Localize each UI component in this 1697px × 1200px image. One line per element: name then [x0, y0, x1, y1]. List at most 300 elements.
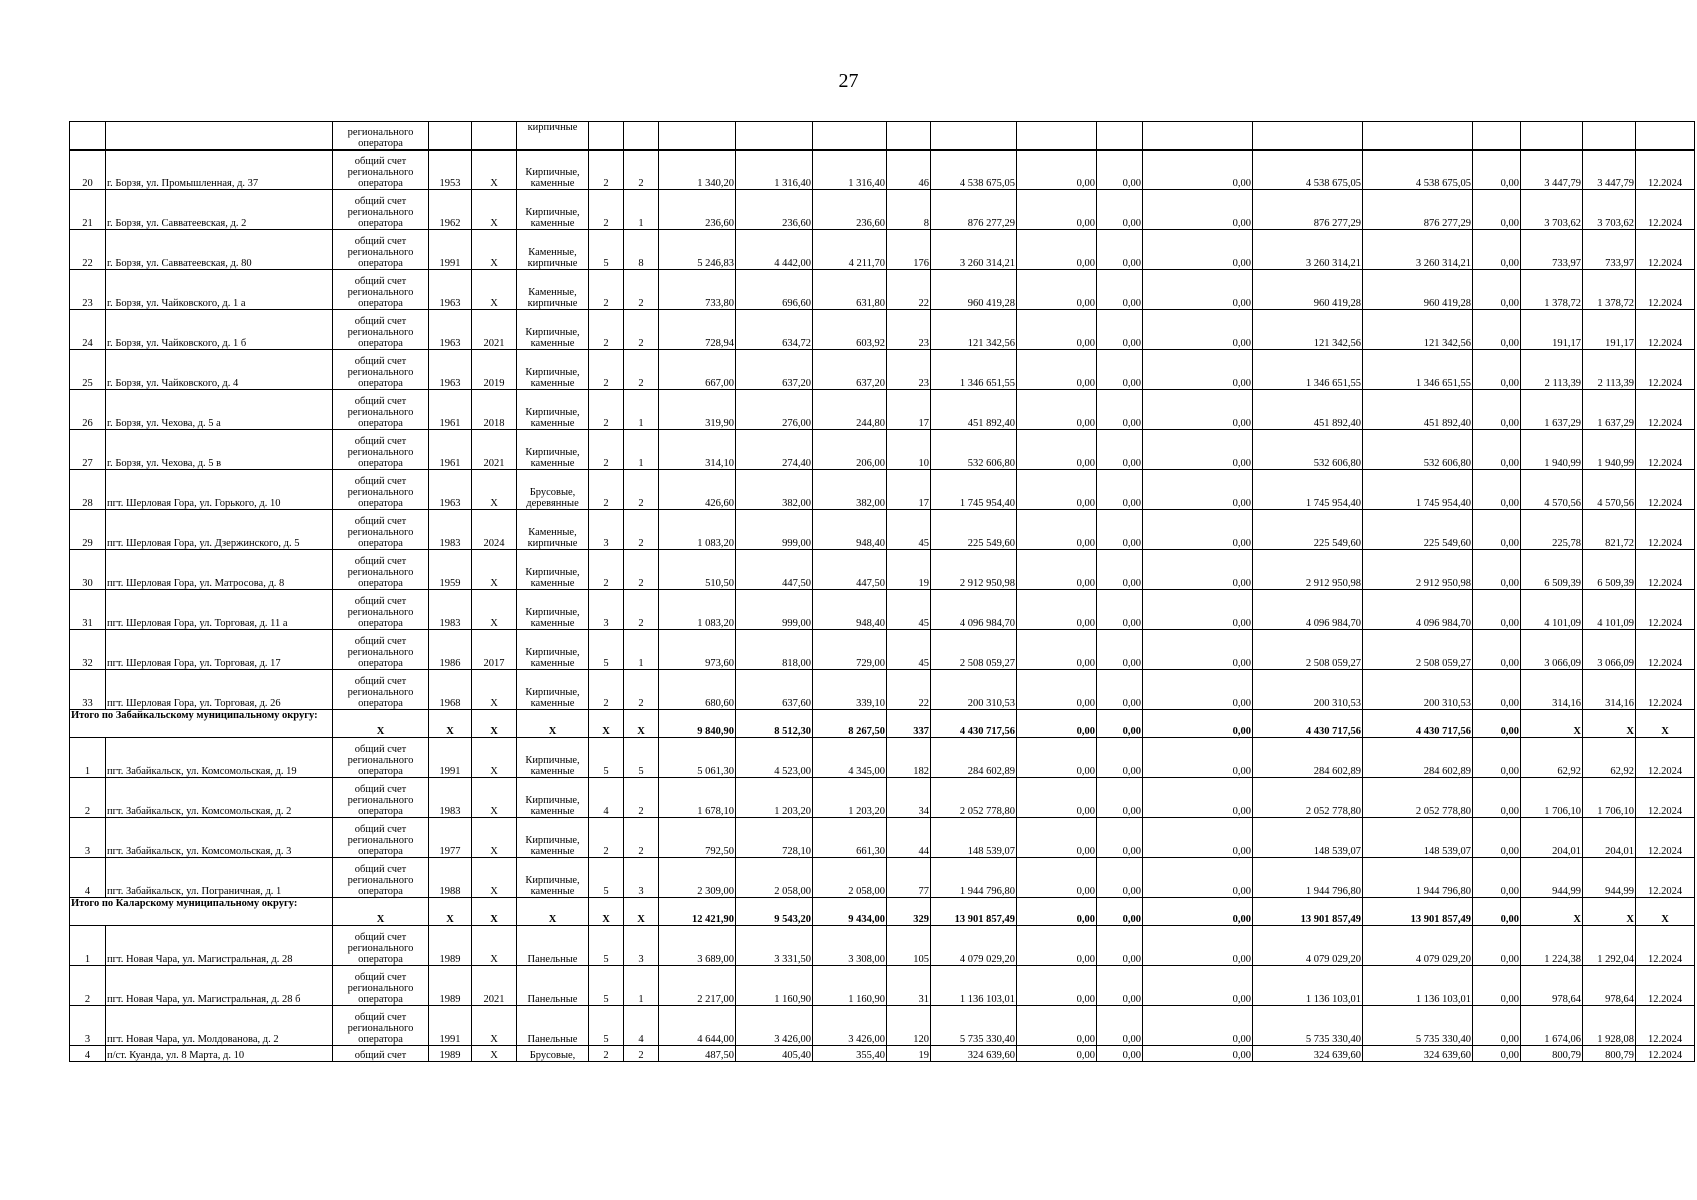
address-cell: п/ст. Куанда, ул. 8 Марта, д. 10 — [106, 1046, 333, 1062]
other-funds-cell: 0,00 — [1473, 390, 1521, 430]
year-cell: 1961 — [429, 390, 472, 430]
unit-cost-cell: 1 674,06 — [1521, 1006, 1583, 1046]
row-number-cell: 4 — [70, 1046, 106, 1062]
residential-area-cell: 3 308,00 — [813, 926, 887, 966]
owner-funds-cell: 4 538 675,05 — [1253, 150, 1363, 190]
wall-material-cell: Каменные, кирпичные — [517, 270, 589, 310]
overhaul-year-cell: 2019 — [472, 350, 517, 390]
total-area-cell: 9 840,90 — [659, 710, 736, 738]
table-row — [70, 1006, 1695, 1046]
owner-funds-cell: 225 549,60 — [1253, 510, 1363, 550]
fund-total-cell: 2 912 950,98 — [1363, 550, 1473, 590]
repair-cost-cell: 532 606,80 — [931, 430, 1017, 470]
entrances-cell: 2 — [624, 818, 659, 858]
year-cell: 1989 — [429, 926, 472, 966]
owner-funds-cell: 324 639,60 — [1253, 1046, 1363, 1062]
total-area-cell: 792,50 — [659, 818, 736, 858]
owner-funds-cell: 121 342,56 — [1253, 310, 1363, 350]
repair-cost-cell: 5 735 330,40 — [931, 1006, 1017, 1046]
repair-cost-cell: 960 419,28 — [931, 270, 1017, 310]
year-cell: 1989 — [429, 1046, 472, 1062]
unit-cost-cell: 3 447,79 — [1521, 150, 1583, 190]
account-cell: общий счет регионального оператора — [333, 190, 429, 230]
total-area-cell: 426,60 — [659, 470, 736, 510]
max-unit-cost-cell: 3 703,62 — [1583, 190, 1636, 230]
wall-material-cell: Кирпичные, каменные — [517, 738, 589, 778]
repair-cost-cell: 200 310,53 — [931, 670, 1017, 710]
account-cell: общий счет регионального оператора — [333, 926, 429, 966]
other-funds-cell: 0,00 — [1473, 270, 1521, 310]
row-number-cell: 30 — [70, 550, 106, 590]
overhaul-year-cell: X — [472, 1006, 517, 1046]
year-cell: 1988 — [429, 858, 472, 898]
other-funds-cell: 0,00 — [1473, 590, 1521, 630]
entrances-cell: 1 — [624, 190, 659, 230]
total-area-cell: 12 421,90 — [659, 898, 736, 926]
repair-cost-cell: 2 052 778,80 — [931, 778, 1017, 818]
federal-funds-cell: 0,00 — [1017, 966, 1097, 1006]
repair-cost-cell: 876 277,29 — [931, 190, 1017, 230]
municipal-funds-cell: 0,00 — [1143, 550, 1253, 590]
account-cell: общий счет регионального оператора — [333, 510, 429, 550]
max-unit-cost-cell: 314,16 — [1583, 670, 1636, 710]
address-cell: г. Борзя, ул. Чайковского, д. 4 — [106, 350, 333, 390]
row-number-cell: 4 — [70, 858, 106, 898]
repair-cost-cell: 148 539,07 — [931, 818, 1017, 858]
max-unit-cost-cell: 62,92 — [1583, 738, 1636, 778]
total-area-cell: 4 644,00 — [659, 1006, 736, 1046]
residential-area-cell: 339,10 — [813, 670, 887, 710]
federal-funds-cell: 0,00 — [1017, 898, 1097, 926]
residential-area-cell: 382,00 — [813, 470, 887, 510]
entrances-cell: 8 — [624, 230, 659, 270]
year-cell: 1962 — [429, 190, 472, 230]
fund-total-cell: 1 136 103,01 — [1363, 966, 1473, 1006]
premises-area-cell: 382,00 — [736, 470, 813, 510]
residential-area-cell: 1 160,90 — [813, 966, 887, 1006]
floors-cell: 2 — [589, 670, 624, 710]
account-cell: общий счет регионального оператора — [333, 778, 429, 818]
table-row — [70, 738, 1695, 778]
municipal-funds-cell: 0,00 — [1143, 150, 1253, 190]
other-funds-cell: 0,00 — [1473, 858, 1521, 898]
other-funds-cell: 0,00 — [1473, 430, 1521, 470]
fund-total-cell: 4 538 675,05 — [1363, 150, 1473, 190]
subtotal-label: Итого по Забайкальскому муниципальному округу: — [70, 710, 333, 738]
entrances-cell: X — [624, 898, 659, 926]
table-row — [70, 966, 1695, 1006]
repair-cost-cell: 451 892,40 — [931, 390, 1017, 430]
account-cell: общий счет регионального оператора — [333, 550, 429, 590]
repair-cost-cell: 1 346 651,55 — [931, 350, 1017, 390]
table-row-continued — [70, 122, 1695, 150]
floors-cell: 5 — [589, 926, 624, 966]
address-cell: г. Борзя, ул. Чайковского, д. 1 а — [106, 270, 333, 310]
owner-funds-cell: 4 430 717,56 — [1253, 710, 1363, 738]
completion-date-cell: 12.2024 — [1636, 470, 1695, 510]
entrances-cell: 2 — [624, 778, 659, 818]
municipal-funds-cell: 0,00 — [1143, 710, 1253, 738]
year-cell: 1991 — [429, 738, 472, 778]
max-unit-cost-cell: 2 113,39 — [1583, 350, 1636, 390]
wall-material-cell: X — [517, 898, 589, 926]
unit-cost-cell: 4 570,56 — [1521, 470, 1583, 510]
floors-cell: 2 — [589, 310, 624, 350]
completion-date-cell: 12.2024 — [1636, 310, 1695, 350]
address-cell: г. Борзя, ул. Чехова, д. 5 в — [106, 430, 333, 470]
account-cell: общий счет — [333, 1046, 429, 1062]
completion-date-cell: 12.2024 — [1636, 818, 1695, 858]
account-cell: общий счет регионального оператора — [333, 738, 429, 778]
year-cell: 1963 — [429, 310, 472, 350]
residents-cell: 31 — [887, 966, 931, 1006]
unit-cost-cell: 978,64 — [1521, 966, 1583, 1006]
overhaul-year-cell: X — [472, 590, 517, 630]
entrances-cell: 2 — [624, 350, 659, 390]
regional-funds-cell: 0,00 — [1097, 710, 1143, 738]
total-area-cell: 319,90 — [659, 390, 736, 430]
residents-cell: 182 — [887, 738, 931, 778]
entrances-cell: 2 — [624, 590, 659, 630]
regional-funds-cell: 0,00 — [1097, 738, 1143, 778]
municipal-funds-cell: 0,00 — [1143, 966, 1253, 1006]
regional-funds-cell: 0,00 — [1097, 510, 1143, 550]
premises-area-cell: 818,00 — [736, 630, 813, 670]
residents-cell: 45 — [887, 510, 931, 550]
federal-funds-cell: 0,00 — [1017, 310, 1097, 350]
table-row — [70, 550, 1695, 590]
address-cell: г. Борзя, ул. Чехова, д. 5 а — [106, 390, 333, 430]
year-cell: X — [429, 898, 472, 926]
overhaul-year-cell: 2021 — [472, 966, 517, 1006]
premises-area-cell: 405,40 — [736, 1046, 813, 1062]
year-cell: 1963 — [429, 350, 472, 390]
premises-area-cell: 637,20 — [736, 350, 813, 390]
repair-cost-cell: 13 901 857,49 — [931, 898, 1017, 926]
fund-total-cell: 324 639,60 — [1363, 1046, 1473, 1062]
floors-cell: 3 — [589, 590, 624, 630]
completion-date-cell: 12.2024 — [1636, 1006, 1695, 1046]
wall-material-cell: Кирпичные, каменные — [517, 350, 589, 390]
owner-funds-cell: 532 606,80 — [1253, 430, 1363, 470]
address-cell: пгт. Новая Чара, ул. Магистральная, д. 28 б — [106, 966, 333, 1006]
regional-funds-cell: 0,00 — [1097, 858, 1143, 898]
premises-area-cell: 4 523,00 — [736, 738, 813, 778]
unit-cost-cell: 1 224,38 — [1521, 926, 1583, 966]
max-unit-cost-cell: 944,99 — [1583, 858, 1636, 898]
municipal-funds-cell: 0,00 — [1143, 1046, 1253, 1062]
owner-funds-cell: 1 745 954,40 — [1253, 470, 1363, 510]
total-area-cell: 733,80 — [659, 270, 736, 310]
total-area-cell: 236,60 — [659, 190, 736, 230]
address-cell: пгт. Новая Чара, ул. Молдованова, д. 2 — [106, 1006, 333, 1046]
completion-date-cell: 12.2024 — [1636, 590, 1695, 630]
municipal-funds-cell: 0,00 — [1143, 310, 1253, 350]
address-cell: г. Борзя, ул. Промышленная, д. 37 — [106, 150, 333, 190]
overhaul-year-cell: X — [472, 150, 517, 190]
municipal-funds-cell: 0,00 — [1143, 190, 1253, 230]
residential-area-cell: 729,00 — [813, 630, 887, 670]
completion-date-cell: 12.2024 — [1636, 966, 1695, 1006]
row-number-cell: 21 — [70, 190, 106, 230]
residents-cell: 22 — [887, 670, 931, 710]
floors-cell: 2 — [589, 270, 624, 310]
municipal-funds-cell: 0,00 — [1143, 430, 1253, 470]
overhaul-year-cell: X — [472, 190, 517, 230]
unit-cost-cell: 944,99 — [1521, 858, 1583, 898]
row-number-cell: 27 — [70, 430, 106, 470]
residents-cell: 22 — [887, 270, 931, 310]
page-number: 27 — [838, 70, 859, 92]
federal-funds-cell: 0,00 — [1017, 150, 1097, 190]
premises-area-cell: 1 160,90 — [736, 966, 813, 1006]
overhaul-year-cell: X — [472, 818, 517, 858]
floors-cell: 2 — [589, 818, 624, 858]
other-funds-cell: 0,00 — [1473, 470, 1521, 510]
address-cell: пгт. Новая Чара, ул. Магистральная, д. 28 — [106, 926, 333, 966]
entrances-cell: 1 — [624, 390, 659, 430]
overhaul-year-cell: X — [472, 230, 517, 270]
residents-cell: 8 — [887, 190, 931, 230]
federal-funds-cell: 0,00 — [1017, 590, 1097, 630]
residents-cell: 329 — [887, 898, 931, 926]
other-funds-cell: 0,00 — [1473, 310, 1521, 350]
total-area-cell: 5 061,30 — [659, 738, 736, 778]
fund-total-cell: 284 602,89 — [1363, 738, 1473, 778]
material-cell: кирпичные — [517, 122, 589, 150]
wall-material-cell: Кирпичные, каменные — [517, 818, 589, 858]
subtotal-label: Итого по Каларскому муниципальному округу: — [70, 898, 333, 926]
overhaul-year-cell: X — [472, 670, 517, 710]
account-cell: общий счет регионального оператора — [333, 150, 429, 190]
total-area-cell: 680,60 — [659, 670, 736, 710]
federal-funds-cell: 0,00 — [1017, 230, 1097, 270]
max-unit-cost-cell: 1 940,99 — [1583, 430, 1636, 470]
year-cell: 1989 — [429, 966, 472, 1006]
max-unit-cost-cell: 1 928,08 — [1583, 1006, 1636, 1046]
residential-area-cell: 4 345,00 — [813, 738, 887, 778]
completion-date-cell: 12.2024 — [1636, 550, 1695, 590]
floors-cell: 3 — [589, 510, 624, 550]
year-cell: 1963 — [429, 270, 472, 310]
row-number-cell: 28 — [70, 470, 106, 510]
unit-cost-cell: 225,78 — [1521, 510, 1583, 550]
regional-funds-cell: 0,00 — [1097, 150, 1143, 190]
municipal-funds-cell: 0,00 — [1143, 230, 1253, 270]
municipal-funds-cell: 0,00 — [1143, 1006, 1253, 1046]
year-cell: 1963 — [429, 470, 472, 510]
floors-cell: 4 — [589, 778, 624, 818]
repair-cost-cell: 3 260 314,21 — [931, 230, 1017, 270]
address-cell: пгт. Забайкальск, ул. Комсомольская, д. 3 — [106, 818, 333, 858]
table-row — [70, 190, 1695, 230]
subtotal-row — [70, 710, 1695, 738]
residents-cell: 77 — [887, 858, 931, 898]
federal-funds-cell: 0,00 — [1017, 710, 1097, 738]
year-cell: 1953 — [429, 150, 472, 190]
completion-date-cell: X — [1636, 710, 1695, 738]
regional-funds-cell: 0,00 — [1097, 270, 1143, 310]
housing-register-table — [69, 121, 1695, 1062]
residents-cell: 10 — [887, 430, 931, 470]
overhaul-year-cell: 2018 — [472, 390, 517, 430]
regional-funds-cell: 0,00 — [1097, 670, 1143, 710]
wall-material-cell: Кирпичные, каменные — [517, 630, 589, 670]
fund-total-cell: 148 539,07 — [1363, 818, 1473, 858]
federal-funds-cell: 0,00 — [1017, 550, 1097, 590]
other-funds-cell: 0,00 — [1473, 350, 1521, 390]
account-cell: общий счет регионального оператора — [333, 270, 429, 310]
floors-cell: 5 — [589, 630, 624, 670]
table-row — [70, 390, 1695, 430]
unit-cost-cell: 204,01 — [1521, 818, 1583, 858]
year-cell: 1983 — [429, 590, 472, 630]
year-cell: 1986 — [429, 630, 472, 670]
overhaul-year-cell: 2021 — [472, 430, 517, 470]
owner-funds-cell: 13 901 857,49 — [1253, 898, 1363, 926]
municipal-funds-cell: 0,00 — [1143, 270, 1253, 310]
wall-material-cell: Кирпичные, каменные — [517, 310, 589, 350]
table-row — [70, 926, 1695, 966]
residential-area-cell: 1 203,20 — [813, 778, 887, 818]
residents-cell: 17 — [887, 390, 931, 430]
table-body — [70, 122, 1695, 1062]
completion-date-cell: 12.2024 — [1636, 430, 1695, 470]
account-cell: общий счет регионального оператора — [333, 1006, 429, 1046]
repair-cost-cell: 1 944 796,80 — [931, 858, 1017, 898]
premises-area-cell: 276,00 — [736, 390, 813, 430]
repair-cost-cell: 1 136 103,01 — [931, 966, 1017, 1006]
year-cell: 1991 — [429, 230, 472, 270]
floors-cell: 5 — [589, 858, 624, 898]
year-cell: 1968 — [429, 670, 472, 710]
fund-total-cell: 4 430 717,56 — [1363, 710, 1473, 738]
residential-area-cell: 1 316,40 — [813, 150, 887, 190]
unit-cost-cell: 2 113,39 — [1521, 350, 1583, 390]
account-cell: общий счет регионального оператора — [333, 310, 429, 350]
table-row — [70, 310, 1695, 350]
federal-funds-cell: 0,00 — [1017, 1006, 1097, 1046]
premises-area-cell: 236,60 — [736, 190, 813, 230]
other-funds-cell: 0,00 — [1473, 710, 1521, 738]
residential-area-cell: 236,60 — [813, 190, 887, 230]
entrances-cell: 2 — [624, 470, 659, 510]
other-funds-cell: 0,00 — [1473, 778, 1521, 818]
max-unit-cost-cell: 4 570,56 — [1583, 470, 1636, 510]
fund-total-cell: 225 549,60 — [1363, 510, 1473, 550]
account-cell: общий счет регионального оператора — [333, 430, 429, 470]
other-funds-cell: 0,00 — [1473, 190, 1521, 230]
floors-cell: 2 — [589, 470, 624, 510]
account-cell: общий счет регионального оператора — [333, 858, 429, 898]
completion-date-cell: 12.2024 — [1636, 926, 1695, 966]
total-area-cell: 1 083,20 — [659, 510, 736, 550]
address-cell: пгт. Шерловая Гора, ул. Торговая, д. 17 — [106, 630, 333, 670]
regional-funds-cell: 0,00 — [1097, 390, 1143, 430]
other-funds-cell: 0,00 — [1473, 670, 1521, 710]
unit-cost-cell: 1 706,10 — [1521, 778, 1583, 818]
max-unit-cost-cell: 821,72 — [1583, 510, 1636, 550]
overhaul-year-cell: X — [472, 270, 517, 310]
premises-area-cell: 3 426,00 — [736, 1006, 813, 1046]
federal-funds-cell: 0,00 — [1017, 858, 1097, 898]
max-unit-cost-cell: 3 447,79 — [1583, 150, 1636, 190]
wall-material-cell: Кирпичные, каменные — [517, 778, 589, 818]
completion-date-cell: 12.2024 — [1636, 1046, 1695, 1062]
row-number-cell: 1 — [70, 738, 106, 778]
max-unit-cost-cell: 800,79 — [1583, 1046, 1636, 1062]
floors-cell: 5 — [589, 230, 624, 270]
floors-cell: 2 — [589, 550, 624, 590]
residents-cell: 120 — [887, 1006, 931, 1046]
overhaul-year-cell: X — [472, 926, 517, 966]
municipal-funds-cell: 0,00 — [1143, 670, 1253, 710]
municipal-funds-cell: 0,00 — [1143, 818, 1253, 858]
total-area-cell: 510,50 — [659, 550, 736, 590]
regional-funds-cell: 0,00 — [1097, 1046, 1143, 1062]
table-row — [70, 670, 1695, 710]
row-number-cell: 29 — [70, 510, 106, 550]
fund-total-cell: 13 901 857,49 — [1363, 898, 1473, 926]
regional-funds-cell: 0,00 — [1097, 966, 1143, 1006]
completion-date-cell: 12.2024 — [1636, 270, 1695, 310]
regional-funds-cell: 0,00 — [1097, 190, 1143, 230]
fund-total-cell: 2 052 778,80 — [1363, 778, 1473, 818]
federal-funds-cell: 0,00 — [1017, 390, 1097, 430]
owner-funds-cell: 4 096 984,70 — [1253, 590, 1363, 630]
overhaul-year-cell: 2024 — [472, 510, 517, 550]
total-area-cell: 667,00 — [659, 350, 736, 390]
table-row — [70, 230, 1695, 270]
other-funds-cell: 0,00 — [1473, 550, 1521, 590]
fund-total-cell: 4 096 984,70 — [1363, 590, 1473, 630]
max-unit-cost-cell: 191,17 — [1583, 310, 1636, 350]
residential-area-cell: 9 434,00 — [813, 898, 887, 926]
floors-cell: 2 — [589, 150, 624, 190]
wall-material-cell: Панельные — [517, 926, 589, 966]
premises-area-cell: 9 543,20 — [736, 898, 813, 926]
municipal-funds-cell: 0,00 — [1143, 858, 1253, 898]
regional-funds-cell: 0,00 — [1097, 310, 1143, 350]
table-row — [70, 150, 1695, 190]
other-funds-cell: 0,00 — [1473, 966, 1521, 1006]
regional-funds-cell: 0,00 — [1097, 550, 1143, 590]
account-cell: общий счет регионального оператора — [333, 966, 429, 1006]
wall-material-cell: Брусовые, деревянные — [517, 470, 589, 510]
unit-cost-cell: 3 703,62 — [1521, 190, 1583, 230]
other-funds-cell: 0,00 — [1473, 1006, 1521, 1046]
total-area-cell: 2 309,00 — [659, 858, 736, 898]
floors-cell: X — [589, 898, 624, 926]
regional-funds-cell: 0,00 — [1097, 470, 1143, 510]
regional-funds-cell: 0,00 — [1097, 898, 1143, 926]
residential-area-cell: 3 426,00 — [813, 1006, 887, 1046]
unit-cost-cell: 800,79 — [1521, 1046, 1583, 1062]
max-unit-cost-cell: 204,01 — [1583, 818, 1636, 858]
fund-total-cell: 5 735 330,40 — [1363, 1006, 1473, 1046]
account-cell: общий счет регионального оператора — [333, 818, 429, 858]
wall-material-cell: Панельные — [517, 966, 589, 1006]
residential-area-cell: 637,20 — [813, 350, 887, 390]
address-cell: пгт. Шерловая Гора, ул. Торговая, д. 11 а — [106, 590, 333, 630]
year-cell: 1959 — [429, 550, 472, 590]
fund-total-cell: 3 260 314,21 — [1363, 230, 1473, 270]
subtotal-row — [70, 898, 1695, 926]
total-area-cell: 2 217,00 — [659, 966, 736, 1006]
municipal-funds-cell: 0,00 — [1143, 390, 1253, 430]
account-cell: X — [333, 710, 429, 738]
table-row — [70, 510, 1695, 550]
